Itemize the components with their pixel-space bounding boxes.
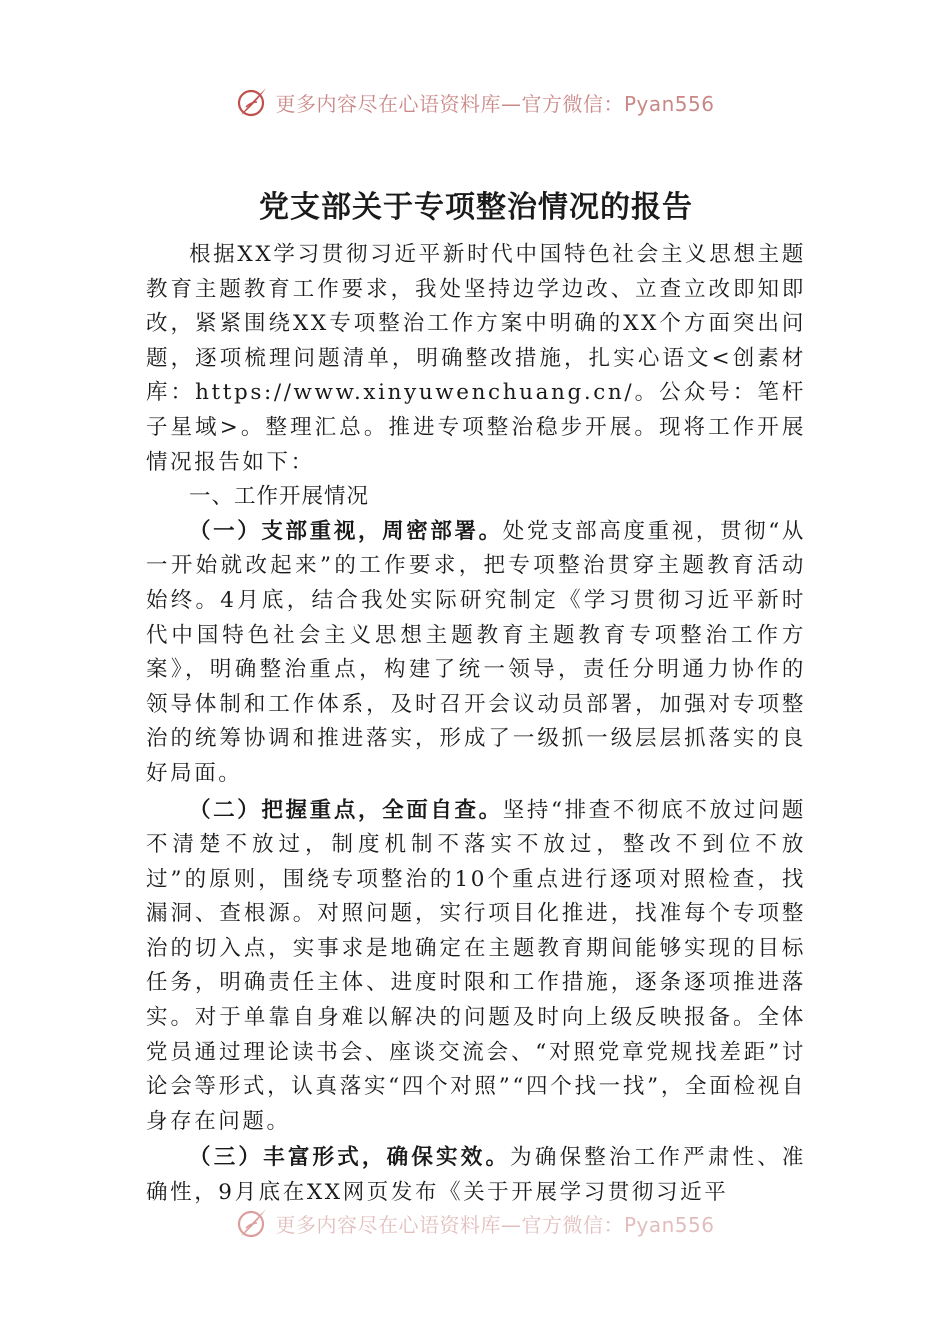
document-body xyxy=(146,178,806,1211)
item-lead-2: （二）把握重点，全面自查。 xyxy=(189,797,503,823)
quill-seal-icon xyxy=(235,85,269,119)
item-body-1: 处党支部高度重视，贯彻“从一开始就改起来”的工作要求，把专项整治贯穿主题教育活动始终。4月底，结合我处实际研究制定《学习贯彻习近平新时代中国特色社会主义思想主题教育主题教育专项整治工作方案》，明确整治重点，构建了统一领导，责任分明通力协作的领导体制和工作体系，及时召开会议动员部署，加强对专项整治的统筹协调和推进落实，形成了一级抓一级层层抓落实的良好局面。 xyxy=(146,518,806,786)
item-paragraph-1 xyxy=(146,515,806,792)
quill-seal-icon xyxy=(235,1206,269,1240)
item-body-3: 为确保整治工作严肃性、准确性，9月底在XX网页发布《关于开展学习贯彻习近平 xyxy=(146,1145,806,1206)
item-lead-3: （三）丰富形式，确保实效。 xyxy=(189,1145,511,1171)
item-body-2: 坚持“排查不彻底不放过问题不清楚不放过，制度机制不落实不放过，整改不到位不放过”的原则，围绕专项整治的10个重点进行逐项对照检查，找漏洞、查根源。对照问题，实行项目化推进，找准每个专项整治的切入点，实事求是地确定在主题教育期间能够实现的目标任务，明确责任主体、进度时限和工作措施，逐条逐项推进落实。对于单靠自身难以解决的问题及时向上级反映报备。全体党员通过理论读书会、座谈交流会、“对照党章党规找差距”讨论会等形式，认真落实“四个对照”“四个找一找”，全面检视自身存在问题。 xyxy=(146,797,806,1134)
watermark-text: 更多内容尽在心语资料库—官方微信：Pyan556 xyxy=(275,1212,715,1237)
item-lead-1: （一）支部重视，周密部署。 xyxy=(189,518,503,544)
item-paragraph-2 xyxy=(146,794,806,1140)
watermark-footer xyxy=(0,1203,950,1243)
item-paragraph-3 xyxy=(146,1141,806,1210)
section-heading: 一、工作开展情况 xyxy=(189,484,370,510)
watermark-header xyxy=(0,82,950,122)
watermark-text: 更多内容尽在心语资料库—官方微信：Pyan556 xyxy=(275,91,715,116)
document-title: 党支部关于专项整治情况的报告 xyxy=(259,190,693,225)
intro-paragraph: 根据XX学习贯彻习近平新时代中国特色社会主义思想主题教育主题教育工作要求，我处坚持边学边改、立查立改即知即改，紧紧围绕XX专项整治工作方案中明确的XX个方面突出问题，逐项梳理问题清单，明确整改措施，扎实心语文<创素材库：https://www.xinyuwenchuang.cn/。公众号：笔杆子星域>。整理汇总。推进专项整治稳步开展。现将工作开展情况报告如下： xyxy=(146,242,806,475)
